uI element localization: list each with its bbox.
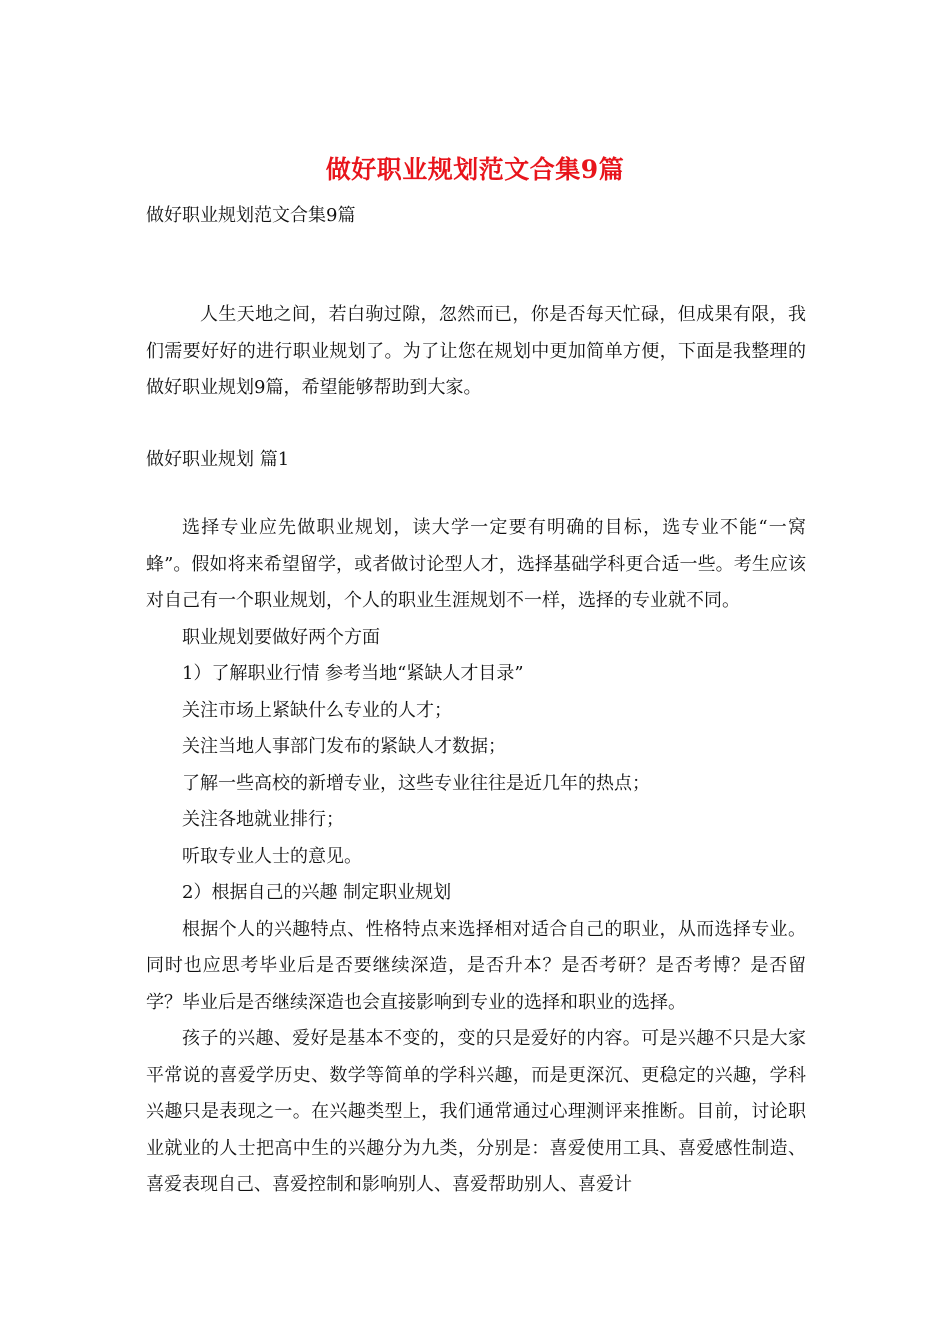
body-line: 关注当地人事部门发布的紧缺人才数据； [182, 736, 506, 757]
intro-paragraph: 人生天地之间，若白驹过隙，忽然而已，你是否每天忙碌，但成果有限，我们需要好好的进行职业规划了。为了让您在规划中更加简单方便，下面是我整理的做好职业规划9篇，希望能够帮助到大家。 [146, 304, 806, 398]
body-line: 听取专业人士的意见。 [182, 845, 362, 867]
intro-block [146, 297, 806, 407]
body-paragraph: 孩子的兴趣、爱好是基本不变的，变的只是爱好的内容。可是兴趣不只是大家平常说的喜爱学历史、数学等简单的学科兴趣，而是更深沉、更稳定的兴趣，学科兴趣只是表现之一。在兴趣类型上，我们通常通过心理测评来推断。目前，讨论职业就业的人士把高中生的兴趣分为九类，分别是：喜爱使用工具、喜爱感性制造、喜爱表现自己、喜爱控制和影响别人、喜爱帮助别人、喜爱计 [146, 1028, 806, 1195]
body-line: 了解一些高校的新增专业，这些专业往往是近几年的热点； [182, 772, 650, 794]
section-body [146, 510, 806, 1204]
section-heading: 做好职业规划 篇1 [146, 449, 290, 470]
body-line: 关注市场上紧缺什么专业的人才； [182, 699, 452, 721]
body-line: 1）了解职业行情 参考当地“紧缺人才目录” [182, 663, 524, 684]
document-subtitle: 做好职业规划范文合集9篇 [146, 205, 356, 226]
body-line: 关注各地就业排行； [182, 809, 344, 830]
document-title: 做好职业规划范文合集9篇 [325, 155, 625, 184]
body-paragraph: 根据个人的兴趣特点、性格特点来选择相对适合自己的职业，从而选择专业。同时也应思考毕业后是否要继续深造，是否升本？是否考研？是否考博？是否留学？毕业后是否继续深造也会直接影响到专业的选择和职业的选择。 [146, 918, 806, 1013]
body-paragraph: 选择专业应先做职业规划，读大学一定要有明确的目标，选专业不能“一窝蜂”。假如将来希望留学，或者做讨论型人才，选择基础学科更合适一些。考生应该对自己有一个职业规划，个人的职业生涯规划不一样，选择的专业就不同。 [146, 517, 806, 611]
body-line: 2）根据自己的兴趣 制定职业规划 [182, 882, 452, 903]
body-line: 职业规划要做好两个方面 [182, 626, 380, 648]
